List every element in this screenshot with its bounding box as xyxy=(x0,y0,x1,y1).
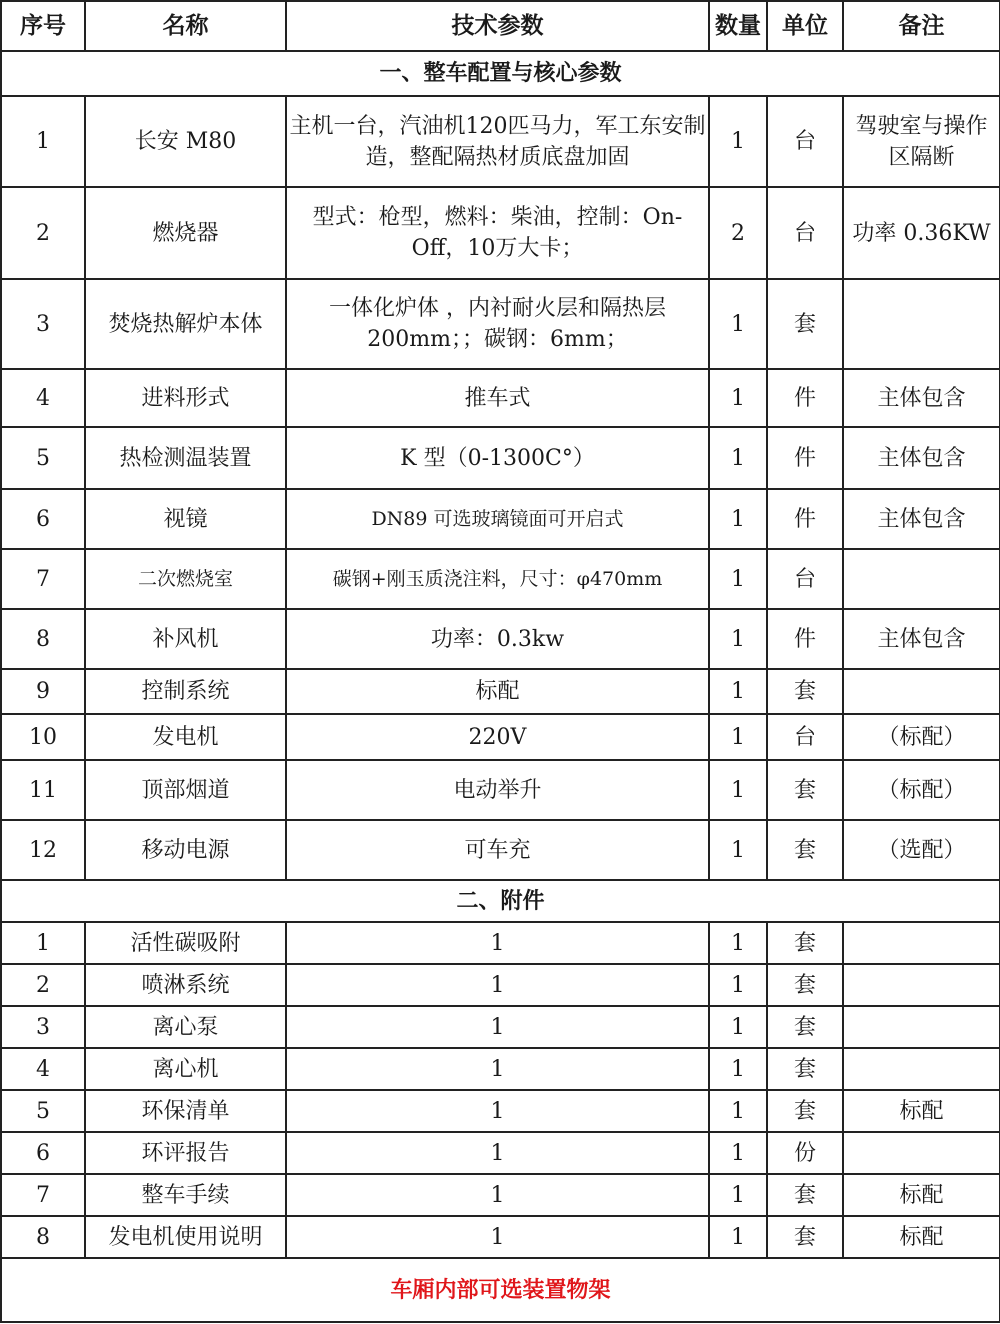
row-note xyxy=(843,964,1000,1006)
section-header-row xyxy=(1,51,1000,96)
footer-row xyxy=(1,1258,1000,1322)
table-row xyxy=(1,1216,1000,1258)
row-no: 3 xyxy=(1,279,85,369)
row-name: 环保清单 xyxy=(85,1090,286,1132)
row-note: 主体包含 xyxy=(843,489,1000,549)
table-row xyxy=(1,1174,1000,1216)
table-row xyxy=(1,427,1000,489)
row-name: 长安 M80 xyxy=(85,96,286,187)
row-no: 1 xyxy=(1,922,85,964)
row-unit: 台 xyxy=(767,187,843,279)
row-unit: 套 xyxy=(767,1090,843,1132)
row-no: 6 xyxy=(1,1132,85,1174)
header-spec: 技术参数 xyxy=(286,1,709,51)
row-unit: 套 xyxy=(767,669,843,714)
row-name: 二次燃烧室 xyxy=(85,549,286,609)
row-qty: 1 xyxy=(709,489,767,549)
table-row xyxy=(1,369,1000,427)
row-spec: 1 xyxy=(286,1174,709,1216)
row-note: 主体包含 xyxy=(843,369,1000,427)
row-note: 驾驶室与操作区隔断 xyxy=(843,96,1000,187)
row-name: 焚烧热解炉本体 xyxy=(85,279,286,369)
header-row xyxy=(1,1,1000,51)
row-spec: K 型（0-1300C°） xyxy=(286,427,709,489)
row-name: 移动电源 xyxy=(85,820,286,880)
row-name: 补风机 xyxy=(85,609,286,669)
row-spec: 1 xyxy=(286,922,709,964)
row-note: 功率 0.36KW xyxy=(843,187,1000,279)
row-no: 2 xyxy=(1,964,85,1006)
row-no: 5 xyxy=(1,427,85,489)
row-note xyxy=(843,279,1000,369)
row-note: （标配） xyxy=(843,714,1000,760)
header-name: 名称 xyxy=(85,1,286,51)
table-row xyxy=(1,187,1000,279)
section-header-row xyxy=(1,880,1000,922)
row-qty: 1 xyxy=(709,1216,767,1258)
row-qty: 1 xyxy=(709,964,767,1006)
table-row xyxy=(1,714,1000,760)
row-spec: 主机一台，汽油机120匹马力，军工东安制造，整配隔热材质底盘加固 xyxy=(286,96,709,187)
row-qty: 1 xyxy=(709,1006,767,1048)
row-qty: 2 xyxy=(709,187,767,279)
row-qty: 1 xyxy=(709,1132,767,1174)
table-row xyxy=(1,96,1000,187)
row-spec: 1 xyxy=(286,1006,709,1048)
header-qty: 数量 xyxy=(709,1,767,51)
row-unit: 套 xyxy=(767,820,843,880)
row-unit: 套 xyxy=(767,1048,843,1090)
row-unit: 套 xyxy=(767,1216,843,1258)
row-no: 1 xyxy=(1,96,85,187)
row-spec: 电动举升 xyxy=(286,760,709,820)
row-note: 标配 xyxy=(843,1216,1000,1258)
row-unit: 套 xyxy=(767,760,843,820)
row-spec: 1 xyxy=(286,1216,709,1258)
row-qty: 1 xyxy=(709,96,767,187)
row-no: 8 xyxy=(1,1216,85,1258)
row-spec: 1 xyxy=(286,964,709,1006)
row-qty: 1 xyxy=(709,609,767,669)
row-no: 12 xyxy=(1,820,85,880)
header-note: 备注 xyxy=(843,1,1000,51)
row-no: 9 xyxy=(1,669,85,714)
section1-title: 一、整车配置与核心参数 xyxy=(1,51,1000,96)
row-note xyxy=(843,1048,1000,1090)
row-qty: 1 xyxy=(709,549,767,609)
row-qty: 1 xyxy=(709,820,767,880)
row-unit: 套 xyxy=(767,1174,843,1216)
row-unit: 套 xyxy=(767,922,843,964)
row-unit: 件 xyxy=(767,489,843,549)
table-row xyxy=(1,760,1000,820)
row-spec: 功率：0.3kw xyxy=(286,609,709,669)
table-row xyxy=(1,1048,1000,1090)
table-row xyxy=(1,922,1000,964)
row-note: （选配） xyxy=(843,820,1000,880)
section2-title: 二、附件 xyxy=(1,880,1000,922)
row-no: 4 xyxy=(1,369,85,427)
table-row xyxy=(1,1090,1000,1132)
row-name: 发电机 xyxy=(85,714,286,760)
row-spec: 型式：枪型，燃料：柴油，控制：On-Off，10万大卡； xyxy=(286,187,709,279)
row-spec: 推车式 xyxy=(286,369,709,427)
row-name: 整车手续 xyxy=(85,1174,286,1216)
row-name: 燃烧器 xyxy=(85,187,286,279)
row-qty: 1 xyxy=(709,669,767,714)
row-no: 10 xyxy=(1,714,85,760)
row-unit: 件 xyxy=(767,609,843,669)
row-spec: 1 xyxy=(286,1048,709,1090)
row-unit: 台 xyxy=(767,549,843,609)
row-spec: 1 xyxy=(286,1132,709,1174)
row-unit: 件 xyxy=(767,369,843,427)
row-spec: 标配 xyxy=(286,669,709,714)
row-note: 主体包含 xyxy=(843,427,1000,489)
row-note xyxy=(843,1006,1000,1048)
row-spec: 220V xyxy=(286,714,709,760)
row-no: 5 xyxy=(1,1090,85,1132)
row-name: 离心机 xyxy=(85,1048,286,1090)
row-note xyxy=(843,922,1000,964)
header-no: 序号 xyxy=(1,1,85,51)
table-row xyxy=(1,964,1000,1006)
table-row xyxy=(1,669,1000,714)
row-no: 7 xyxy=(1,1174,85,1216)
row-name: 环评报告 xyxy=(85,1132,286,1174)
row-unit: 台 xyxy=(767,714,843,760)
table-row xyxy=(1,820,1000,880)
row-note xyxy=(843,669,1000,714)
row-unit: 套 xyxy=(767,964,843,1006)
row-note: 标配 xyxy=(843,1090,1000,1132)
row-spec: 可车充 xyxy=(286,820,709,880)
header-unit: 单位 xyxy=(767,1,843,51)
row-no: 6 xyxy=(1,489,85,549)
row-name: 顶部烟道 xyxy=(85,760,286,820)
row-no: 7 xyxy=(1,549,85,609)
row-note xyxy=(843,1132,1000,1174)
table-row xyxy=(1,1006,1000,1048)
row-note: 主体包含 xyxy=(843,609,1000,669)
row-name: 喷淋系统 xyxy=(85,964,286,1006)
row-qty: 1 xyxy=(709,922,767,964)
row-qty: 1 xyxy=(709,1048,767,1090)
row-no: 4 xyxy=(1,1048,85,1090)
footer-note: 车厢内部可选装置物架 xyxy=(1,1258,1000,1322)
row-unit: 套 xyxy=(767,1006,843,1048)
row-no: 2 xyxy=(1,187,85,279)
row-qty: 1 xyxy=(709,279,767,369)
table-row xyxy=(1,609,1000,669)
row-name: 进料形式 xyxy=(85,369,286,427)
row-note xyxy=(843,549,1000,609)
table-row xyxy=(1,1132,1000,1174)
row-name: 发电机使用说明 xyxy=(85,1216,286,1258)
row-unit: 套 xyxy=(767,279,843,369)
row-note: 标配 xyxy=(843,1174,1000,1216)
row-spec: 碳钢+刚玉质浇注料，尺寸：φ470mm xyxy=(286,549,709,609)
row-qty: 1 xyxy=(709,714,767,760)
row-qty: 1 xyxy=(709,1174,767,1216)
row-spec: DN89 可选玻璃镜面可开启式 xyxy=(286,489,709,549)
row-unit: 台 xyxy=(767,96,843,187)
table-row xyxy=(1,549,1000,609)
row-no: 8 xyxy=(1,609,85,669)
row-qty: 1 xyxy=(709,427,767,489)
row-name: 控制系统 xyxy=(85,669,286,714)
row-unit: 份 xyxy=(767,1132,843,1174)
row-qty: 1 xyxy=(709,760,767,820)
table-row xyxy=(1,489,1000,549)
row-note: （标配） xyxy=(843,760,1000,820)
row-qty: 1 xyxy=(709,1090,767,1132)
row-no: 3 xyxy=(1,1006,85,1048)
row-name: 视镜 xyxy=(85,489,286,549)
row-no: 11 xyxy=(1,760,85,820)
row-qty: 1 xyxy=(709,369,767,427)
row-spec: 一体化炉体 ，内衬耐火层和隔热层200mm；；碳钢：6mm； xyxy=(286,279,709,369)
row-spec: 1 xyxy=(286,1090,709,1132)
row-name: 离心泵 xyxy=(85,1006,286,1048)
row-name: 活性碳吸附 xyxy=(85,922,286,964)
table-row xyxy=(1,279,1000,369)
row-unit: 件 xyxy=(767,427,843,489)
row-name: 热检测温装置 xyxy=(85,427,286,489)
